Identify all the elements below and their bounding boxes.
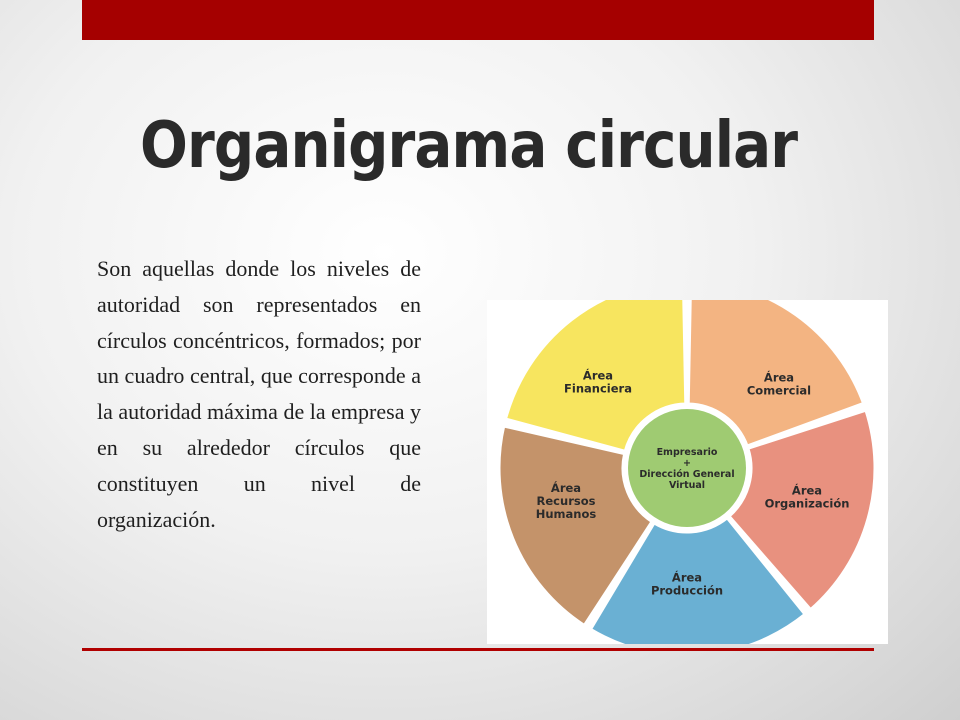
segment-label-produccion: Área Producción <box>650 570 724 598</box>
center-label: Empresario + Dirección General Virtual <box>639 447 735 491</box>
segment-label-organizacion: Área Organización <box>764 483 850 511</box>
top-accent-bar <box>82 0 874 40</box>
segment-label-recursos-humanos: Área Recursos Humanos <box>535 481 597 521</box>
segment-label-financiera: Área Financiera <box>564 368 632 396</box>
slide-title: Organigrama circular <box>140 109 798 183</box>
slide-body-text: Son aquellas donde los niveles de autoridad son representados en círculos concéntricos, formados; por un cuadro central, que corresponde a la autoridad máxima de la empresa y en su alrededor círculos que constituyen un nivel de organización. <box>97 256 421 532</box>
circular-org-chart <box>487 300 888 644</box>
org-chart-figure <box>487 300 888 644</box>
segment-label-comercial: Área Comercial <box>746 370 812 398</box>
bottom-accent-line <box>82 648 874 651</box>
